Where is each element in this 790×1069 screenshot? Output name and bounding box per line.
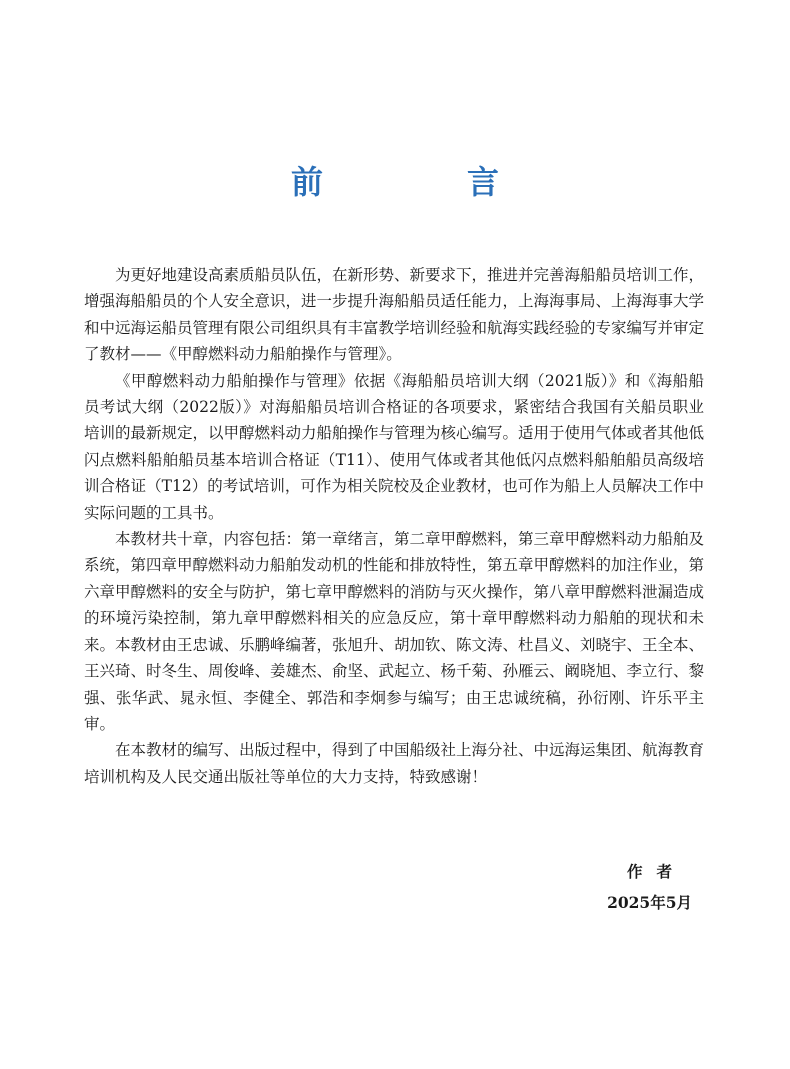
paragraph-3: 本教材共十章，内容包括：第一章绪言，第二章甲醇燃料，第三章甲醇燃料动力船舶及系统，第四章甲醇燃料动力船舶发动机的性能和排放特性，第五章甲醇燃料的加注作业，第六章甲醇燃料的安全与防护，第七章甲醇燃料的消防与灭火操作，第八章甲醇燃料泄漏造成的环境污染控制，第九章甲醇燃料相关的应急反应，第十章甲醇燃料动力船舶的现状和未来。本教材由王忠诚、乐鹏峰编著，张旭升、胡加钦、陈文涛、杜昌义、刘晓宇、王全本、王兴琦、时冬生、周俊峰、姜雄杰、俞坚、武起立、杨千菊、孙雁云、阚晓旭、李立行、黎强、张华武、晁永恒、李健全、郭浩和李炯参与编写；由王忠诚统稿，孙衍刚、许乐平主审。: [84, 530, 705, 733]
page-title: 前 言: [290, 163, 555, 201]
paragraph-1: 为更好地建设高素质船员队伍，在新形势、新要求下，推进并完善海船船员培训工作，增强海船船员的个人安全意识，进一步提升海船船员适任能力，上海海事局、上海海事大学和中远海运船员管理有限公司组织具有丰富教学培训经验和航海实践经验的专家编写并审定了教材——《甲醇燃料动力船舶操作与管理》。: [84, 266, 705, 364]
paragraph-4: 在本教材的编写、出版过程中，得到了中国船级社上海分社、中远海运集团、航海教育培训机构及人民交通出版社等单位的大力支持，特致感谢！: [84, 741, 705, 786]
preface-body: [84, 262, 704, 790]
signature-block: [607, 856, 692, 918]
signature-date: 2025年5月: [607, 893, 692, 912]
paragraph-2: 《甲醇燃料动力船舶操作与管理》依据《海船船员培训大纲（2021版）》和《海船船员考试大纲（2022版）》对海船船员培训合格证的各项要求，紧密结合我国有关船员职业培训的最新规定，以甲醇燃料动力船舶操作与管理为核心编写。适用于使用气体或者其他低闪点燃料船舶船员基本培训合格证（T11）、使用气体或者其他低闪点燃料船舶船员高级培训合格证（T12）的考试培训，可作为相关院校及企业教材，也可作为船上人员解决工作中实际问题的工具书。: [84, 371, 705, 522]
signature-author: 作者: [626, 862, 686, 881]
